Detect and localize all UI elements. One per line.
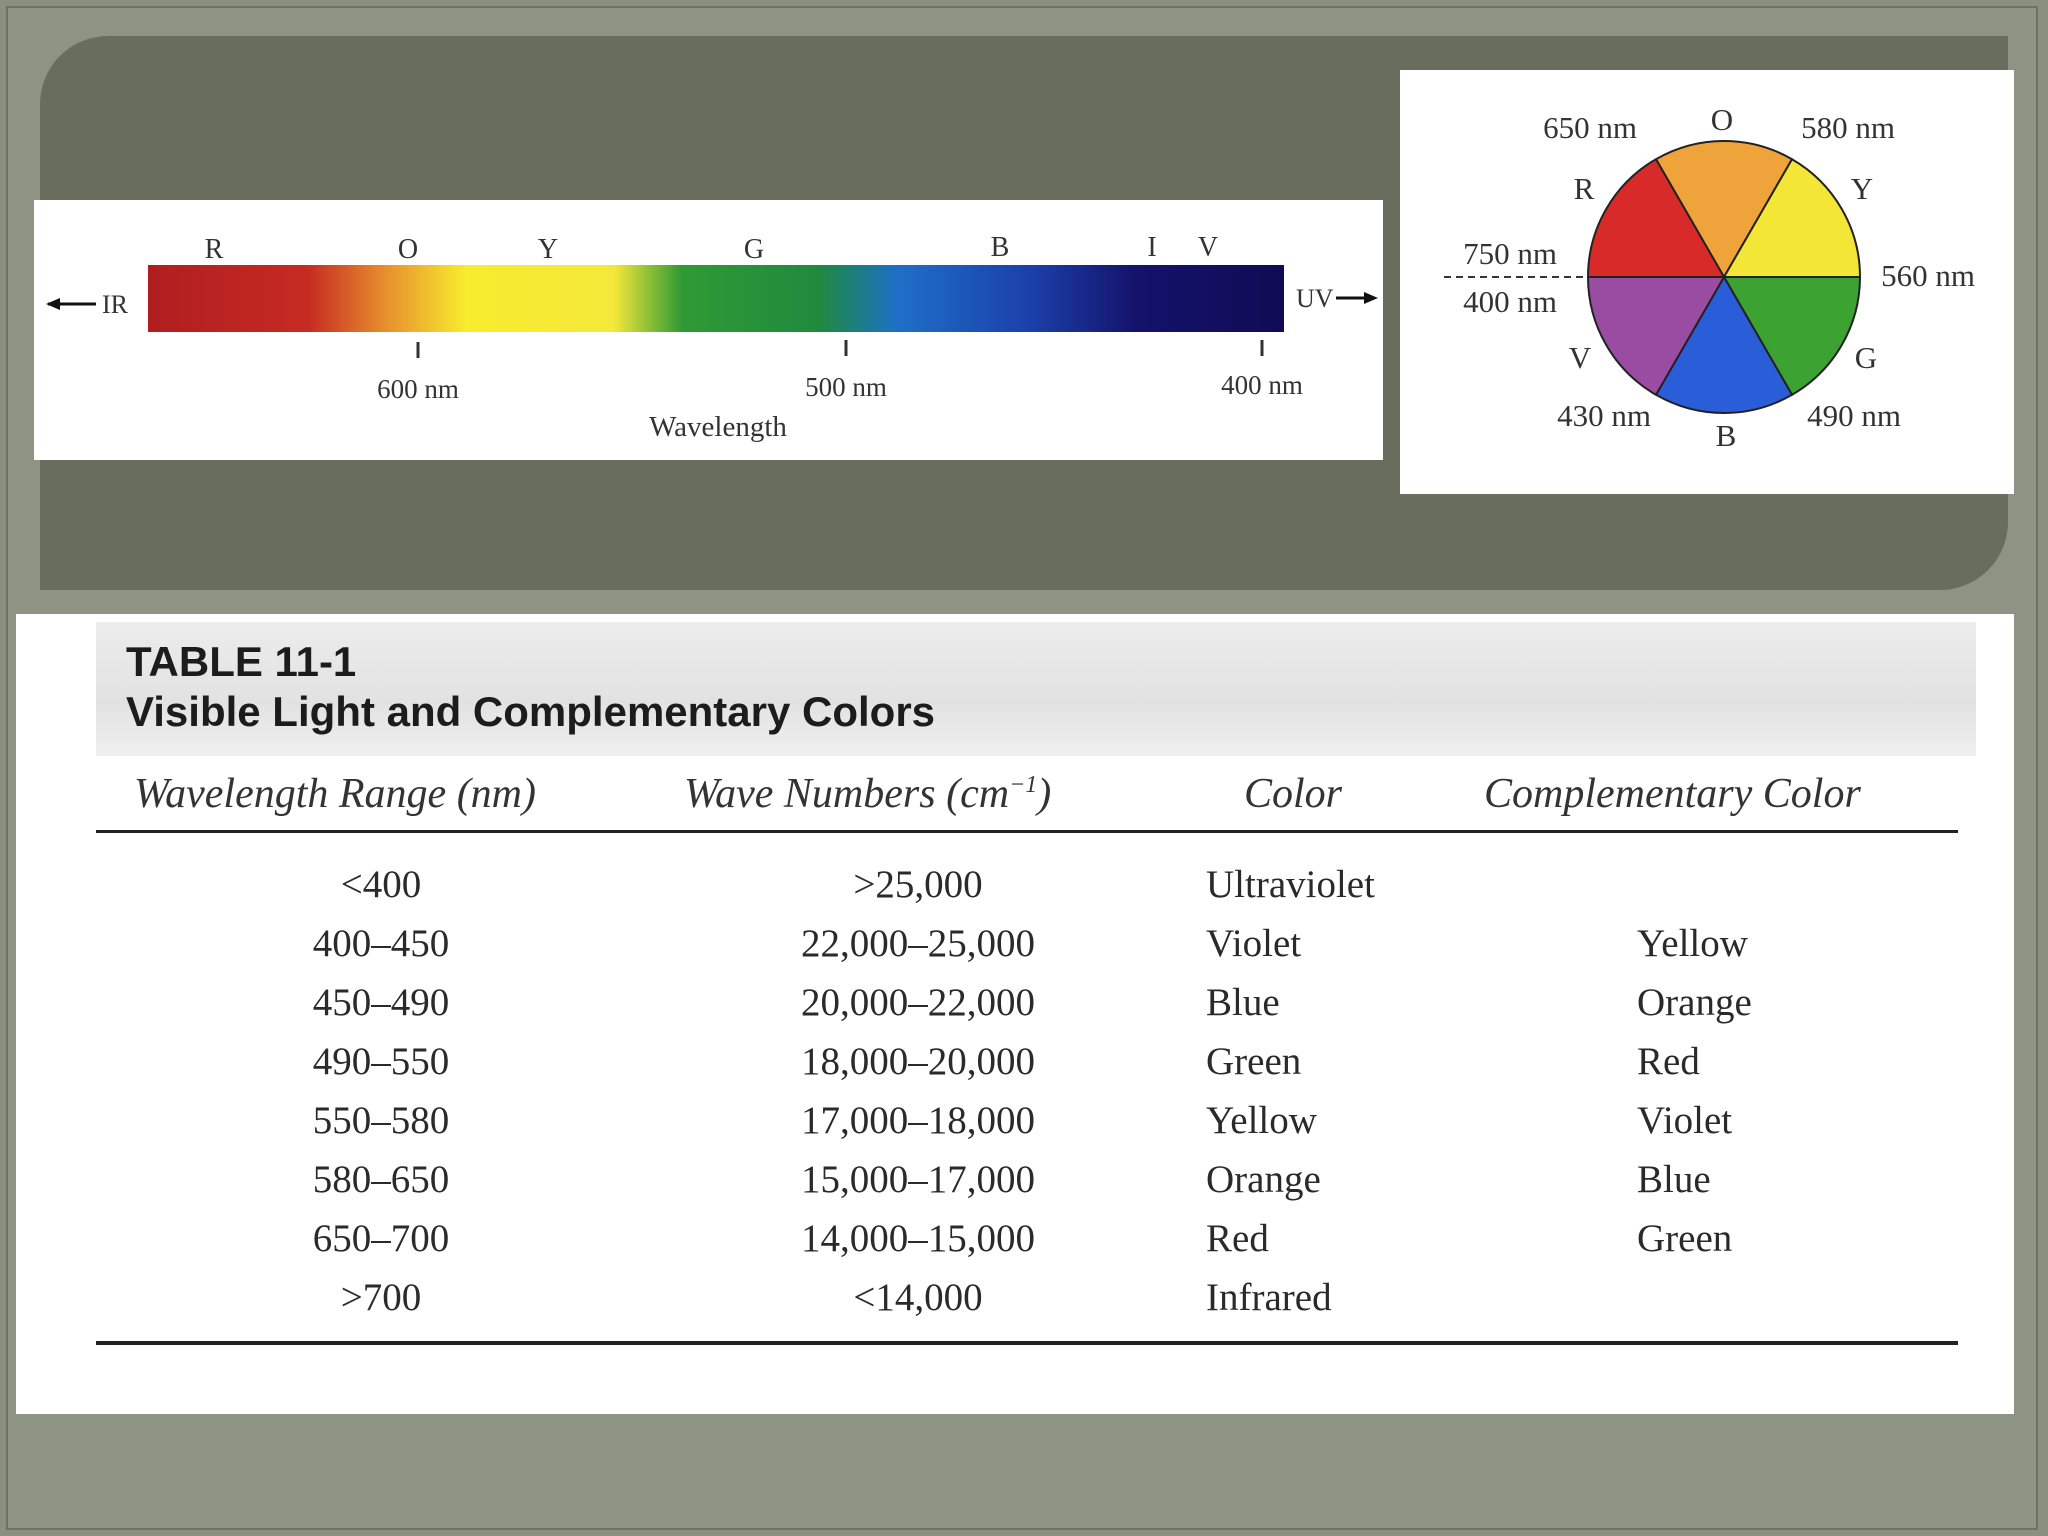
cell-complementary-color: Orange [1637,981,1752,1024]
wheel-label-v: V [1568,340,1592,375]
ir-label: IR [102,290,128,319]
cell-wavelength-range: <400 [340,863,422,906]
cell-color: Infrared [1206,1276,1332,1319]
letter-r: R [204,234,224,265]
cell-wave-numbers: 14,000–15,000 [801,1217,1035,1260]
color-wheel-sectors [1588,141,1860,413]
header-wavelength-range: Wavelength Range (nm) [134,771,536,817]
cell-wavelength-range: 450–490 [312,981,450,1024]
letter-y: Y [537,234,559,265]
cell-complementary-color: Violet [1637,1099,1733,1142]
tick-label-600: 600 nm [377,374,459,404]
header-rule [96,830,1958,833]
cell-wave-numbers: <14,000 [853,1276,983,1319]
table-number: TABLE 11-1 [126,638,357,685]
cell-color: Ultraviolet [1206,863,1375,906]
cell-wave-numbers: 22,000–25,000 [801,922,1035,965]
visible-spectrum-figure [34,200,1383,460]
wheel-label-430nm: 430 nm [1557,398,1651,433]
color-wheel-figure [1400,70,2014,494]
cell-color: Red [1206,1217,1269,1260]
spectrum-gradient-bar [148,265,1284,332]
wheel-label-g: G [1854,340,1878,375]
wheel-label-750nm: 750 nm [1463,236,1557,271]
wavelength-axis-label: Wavelength [649,411,787,443]
cell-wavelength-range: 490–550 [312,1040,450,1083]
letter-i: I [1147,232,1157,263]
table-11-1 [16,614,2014,1414]
tick-label-400: 400 nm [1221,370,1303,400]
header-wave-numbers-exponent: −1 [1009,772,1038,798]
uv-arrowhead-icon [1364,292,1378,304]
cell-wave-numbers: 15,000–17,000 [801,1158,1035,1201]
cell-wavelength-range: 650–700 [312,1217,450,1260]
wheel-label-b: B [1715,418,1737,453]
tick-label-500: 500 nm [805,372,887,402]
bottom-rule [96,1341,1958,1345]
wheel-label-r: R [1573,171,1595,206]
cell-color: Yellow [1206,1099,1317,1142]
header-wave-numbers-text: Wave Numbers (cm [684,771,1010,817]
table-title: Visible Light and Complementary Colors [126,688,936,735]
header-complementary-color: Complementary Color [1484,771,1861,817]
spectrum-svg [34,200,1383,460]
cell-color: Blue [1206,981,1280,1024]
wheel-label-650nm: 650 nm [1543,110,1637,145]
cell-complementary-color: Yellow [1637,922,1748,965]
uv-label: UV [1296,284,1334,313]
cell-complementary-color: Green [1637,1217,1733,1260]
wheel-label-560nm: 560 nm [1881,258,1975,293]
letter-g: G [743,234,765,265]
wheel-label-o: O [1710,102,1734,137]
header-color: Color [1244,771,1343,817]
cell-color: Violet [1206,922,1302,965]
wheel-label-400nm: 400 nm [1463,284,1557,319]
cell-color: Green [1206,1040,1302,1083]
cell-wave-numbers: 18,000–20,000 [801,1040,1035,1083]
cell-complementary-color: Blue [1637,1158,1711,1201]
cell-wave-numbers: 17,000–18,000 [801,1099,1035,1142]
letter-o: O [397,234,419,265]
letter-v: V [1197,232,1219,263]
wheel-label-y: Y [1850,171,1874,206]
wheel-label-580nm: 580 nm [1801,110,1895,145]
letter-b: B [990,232,1010,263]
cell-wavelength-range: >700 [340,1276,422,1319]
cell-complementary-color: Red [1637,1040,1700,1083]
ir-arrowhead-icon [46,298,60,310]
cell-wave-numbers: >25,000 [853,863,983,906]
color-wheel-svg [1400,70,2014,494]
header-wave-numbers [684,770,1051,818]
wheel-label-490nm: 490 nm [1807,398,1901,433]
cell-wavelength-range: 400–450 [312,922,450,965]
cell-wavelength-range: 550–580 [312,1099,450,1142]
header-wave-numbers-close: ) [1037,771,1052,817]
cell-color: Orange [1206,1158,1321,1201]
cell-wavelength-range: 580–650 [312,1158,450,1201]
cell-wave-numbers: 20,000–22,000 [801,981,1035,1024]
